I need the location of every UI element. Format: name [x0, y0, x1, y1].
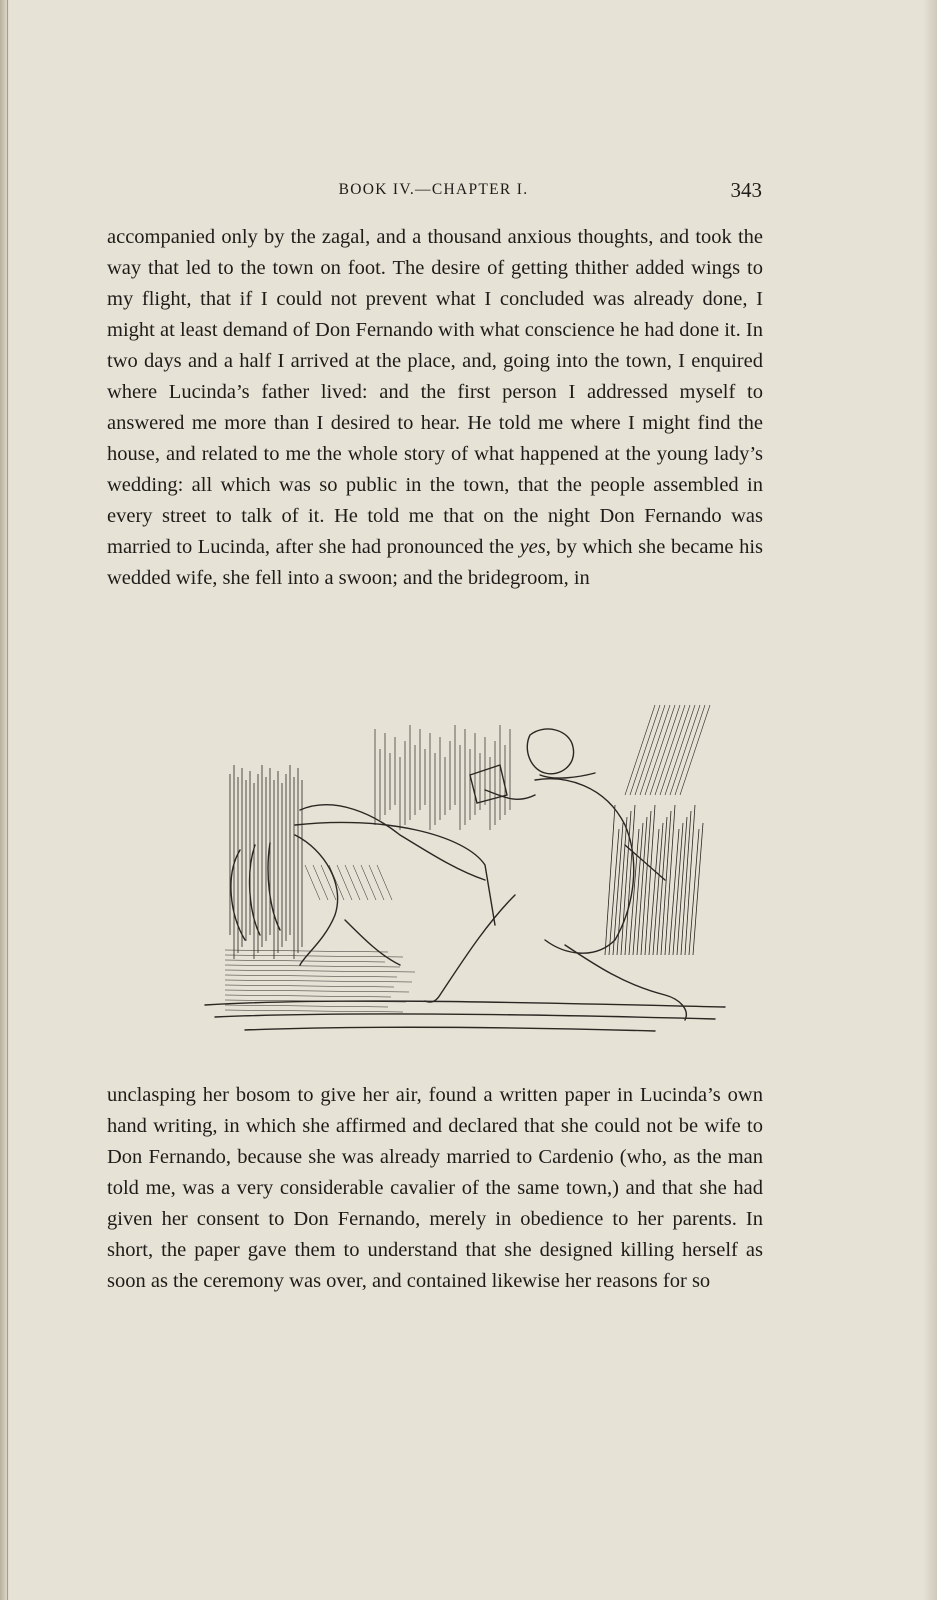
hatch-stroke [225, 990, 409, 992]
paragraph-top [107, 222, 763, 594]
running-title: BOOK IV.—CHAPTER I. [338, 181, 529, 198]
hatch-stroke [225, 980, 412, 982]
hatch-stroke [635, 705, 665, 795]
hatch-stroke [377, 865, 392, 900]
page-number: 343 [730, 178, 762, 202]
hatch-stroke [675, 705, 705, 795]
hatch-stroke [680, 705, 710, 795]
body-text-top [107, 222, 763, 594]
hatch-stroke [225, 975, 397, 977]
hatch-stroke [225, 985, 394, 987]
hatching-lines [225, 705, 710, 1012]
body-text-bottom [107, 1080, 763, 1297]
running-head [105, 178, 762, 204]
hatch-stroke [225, 1010, 403, 1012]
lady-body [300, 805, 485, 880]
hatch-stroke [329, 865, 344, 900]
page-spine-edge [0, 0, 10, 1600]
floor-line [245, 1027, 655, 1031]
floor-line [215, 1014, 715, 1019]
hatch-stroke [305, 865, 320, 900]
hatch-stroke [650, 705, 680, 795]
cavalier-leg [425, 895, 515, 1002]
paragraph-bottom: unclasping her bosom to give her air, found a written paper in Lucinda’s own hand writing, in which she affirmed and declared that she could not be wife to Don Fernando, because she was already married to Cardenio (who, as the man told me, was a very considerable cavalier of the same town,) and that she had given her consent to Don Fernando, merely in obedience to her parents. In short, the paper gave them to understand that she designed killing herself as soon as the ceremony was over, and contained likewise her reasons for so [107, 1084, 763, 1292]
floor-line [205, 1001, 725, 1007]
hatch-stroke [225, 950, 388, 952]
hatch-stroke [345, 865, 360, 900]
hatch-stroke [369, 865, 384, 900]
cavalier-leg [565, 945, 686, 1020]
page-spine-line [7, 0, 8, 1600]
hatch-stroke [225, 970, 415, 972]
hatch-stroke [625, 705, 655, 795]
hatch-stroke [640, 705, 670, 795]
hatch-stroke [630, 705, 660, 795]
page-right-edge [923, 0, 937, 1600]
hatch-stroke [225, 960, 385, 962]
text-run-1: accompanied only by the zagal, and a thousand anxious thoughts, and took the way that led to the town on foot. The desire of getting thither added wings to my flight, that if I could not prevent what I concluded was already done, I might at least demand of Don Fernando with what conscience he had done it. In two days and a half I arrived at the place, and, going into the town, I enquired where Lucinda’s father lived: and the first person I addressed myself to answered me more than I desired to hear. He told me where I might find the house, and related to me the whole story of what happened at the young lady’s wedding: all which was so public in the town, that the people assembled in every street to talk of it. He told me that on the night Don Fernando was married to Lucinda, after she had pronounced the [107, 226, 763, 558]
hatch-stroke [361, 865, 376, 900]
hatch-stroke [645, 705, 675, 795]
italic-word: yes [519, 536, 546, 558]
hatch-stroke [225, 955, 403, 957]
text-run-2: , by which she became his wedded wife, she fell into a swoon; and the bridegroom, in [107, 536, 763, 589]
hatch-stroke [225, 995, 391, 997]
hatch-stroke [225, 965, 400, 967]
lady-body [295, 835, 338, 965]
hatch-stroke [225, 1005, 388, 1007]
held-paper [470, 765, 507, 803]
lady-arm [345, 920, 400, 965]
cavalier-head [527, 729, 573, 774]
hatch-stroke [660, 705, 690, 795]
hatch-stroke [605, 805, 615, 955]
hatch-stroke [321, 865, 336, 900]
hatch-stroke [670, 705, 700, 795]
hatch-stroke [353, 865, 368, 900]
hatch-stroke [655, 705, 685, 795]
hatch-stroke [337, 865, 352, 900]
hatch-stroke [313, 865, 328, 900]
engraving-illustration [185, 685, 735, 1060]
hatch-stroke [665, 705, 695, 795]
